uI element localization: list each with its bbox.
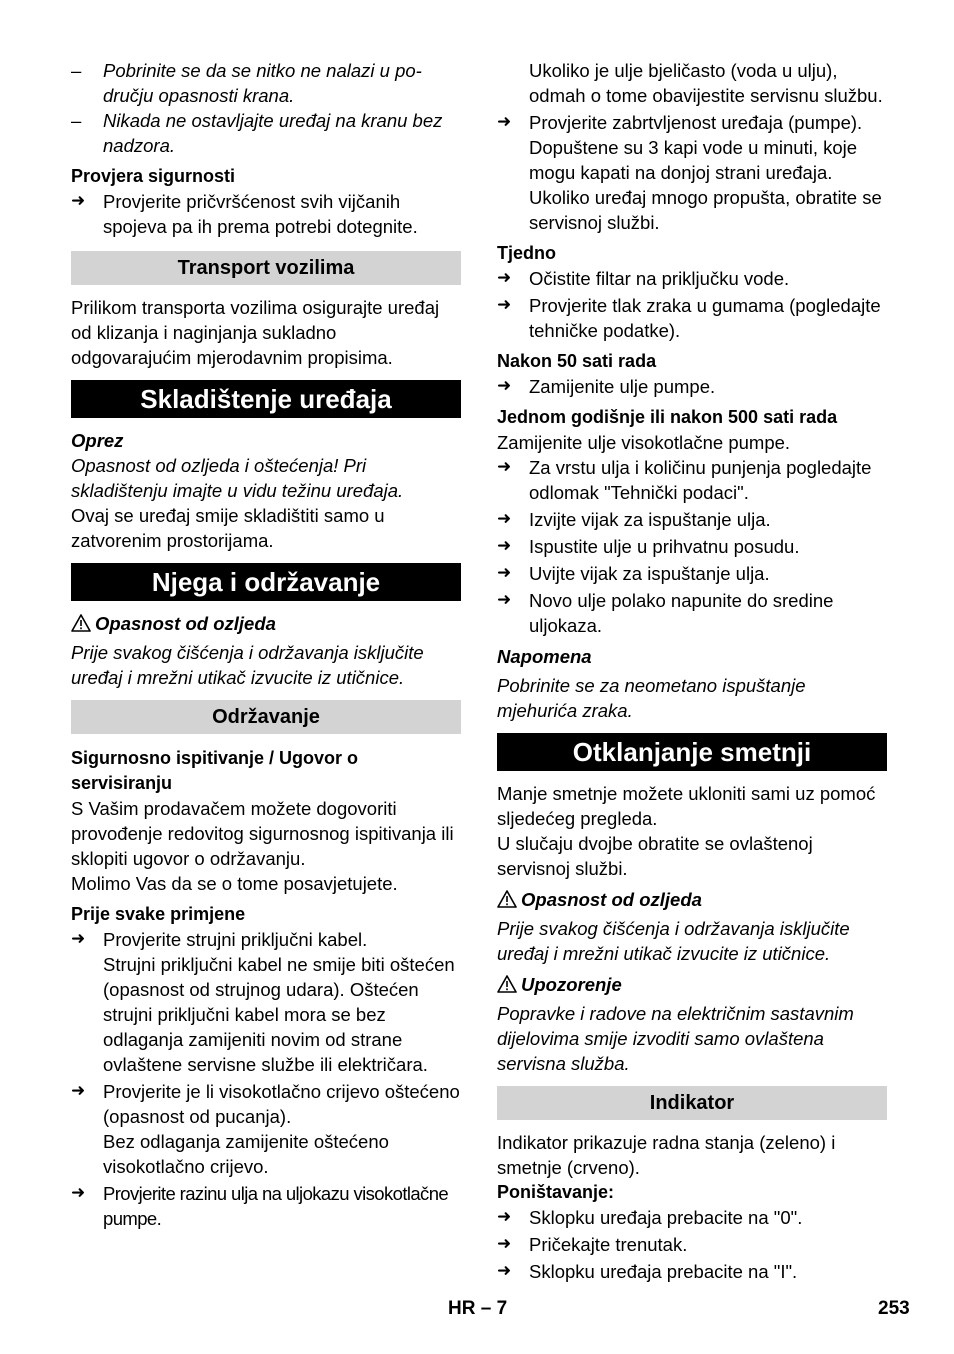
oil-note: Ukoliko je ulje bjeličasto (voda u ulju), odmah o tome obavijestite servisnu službu. [529, 60, 883, 106]
before-use-step-detail: Strujni priključni kabel ne smije biti oštećen (opasnost od strujnog udara). Oštećen strujni priključni kabel mora se bez odlaganja zamijeniti novim od strane ovlaštene servisne službe ili električara. [103, 954, 455, 1075]
yearly-step: ➜ Novo ulje polako napunite do sredine uljokaza. [497, 588, 887, 638]
yearly-step: ➜ Uvijte vijak za ispuštanje ulja. [497, 561, 887, 586]
yearly-step: ➜ Za vrstu ulja i količinu punjenja pogledajte odlomak "Tehnički podaci". [497, 455, 887, 505]
yearly-text: Zamijenite ulje visokotlačne pumpe. [497, 432, 791, 453]
before-use-step: ➜ Provjerite strujni priključni kabel. [71, 927, 461, 952]
transport-text: Prilikom transporta vozilima osigurajte uređaj od klizanja i naginjanja sukladno odgovarajućim mjerodavnim propisima. [71, 297, 440, 368]
care-section-bar: Njega i održavanje [71, 563, 461, 601]
weekly-step: ➜ Očistite filtar na priključku vode. [497, 266, 887, 291]
yearly-heading: Jednom godišnje ili nakon 500 sati rada [497, 407, 838, 427]
seal-check-detail: Dopuštene su 3 kapi vode u minuti, koje mogu kapati na donjoj strani uređaja. Ukoliko uređaj mnogo propušta, obratite se servisnoj službi. [529, 137, 882, 233]
warning-triangle-icon [71, 614, 91, 632]
caution-text: Opasnost od ozljeda i oštećenja! Pri skladištenju imajte u vidu težinu uređaja. [71, 455, 404, 501]
warning-triangle-icon [497, 975, 517, 993]
safety-check-heading: Provjera sigurnosti [71, 166, 236, 186]
reset-heading: Poništavanje: [497, 1182, 615, 1202]
before-use-step: ➜ Provjerite je li visokotlačno crijevo oštećeno (opasnost od pucanja). [71, 1079, 461, 1129]
warning-label: Upozorenje [521, 974, 622, 995]
left-column [71, 58, 461, 1231]
caution-label: Oprez [71, 430, 124, 451]
crane-list-item: – Nikada ne ostavljajte uređaj na kranu bez nadzora. [71, 108, 461, 158]
warning-heading [497, 972, 887, 997]
storage-text: Ovaj se uređaj smije skladištiti samo u zatvorenim prostorijama. [71, 505, 385, 551]
injury-text: Prije svakog čišćenja i održavanja isključite uređaj i mrežni utikač izvucite iz utičnice. [71, 642, 424, 688]
safety-check-step: ➜ Provjerite pričvršćenost svih vijčanih spojeva pa ih prema potrebi dotegnite. [71, 189, 461, 239]
injury-warning-heading [71, 611, 461, 636]
before-use-step: ➜ Provjerite razinu ulja na uljokazu visokotlačne pumpe. [71, 1181, 461, 1231]
reset-step: ➜ Pričekajte trenutak. [497, 1232, 887, 1257]
troubleshoot-section-bar: Otklanjanje smetnji [497, 733, 887, 771]
injury-label: Opasnost od ozljeda [95, 613, 276, 634]
maintenance-section-bar: Održavanje [71, 700, 461, 734]
crane-list-item: – Pobrinite se da se nitko ne nalazi u po-dručju opasnosti krana. [71, 58, 461, 108]
contract-heading: Sigurnosno ispitivanje / Ugovor o servisiranju [71, 748, 359, 793]
seal-check-step: ➜ Provjerite zabrtvljenost uređaja (pumpe). [497, 110, 887, 135]
before-use-heading: Prije svake primjene [71, 904, 246, 924]
note-text: Pobrinite se za neometano ispuštanje mjehurića zraka. [497, 675, 806, 721]
footer-section-label: HR – 7 [448, 1298, 508, 1319]
injury-warning-heading [497, 887, 887, 912]
weekly-heading: Tjedno [497, 243, 556, 263]
yearly-step: ➜ Izvijte vijak za ispuštanje ulja. [497, 507, 887, 532]
reset-step: ➜ Sklopku uređaja prebacite na "I". [497, 1259, 887, 1284]
contract-text: S Vašim prodavačem možete dogovoriti provođenje redovitog sigurnosnog ispitivanja ili sklopiti ugovor o održavanju. [71, 798, 454, 869]
note-label: Napomena [497, 646, 592, 667]
before-use-step-detail: Bez odlaganja zamijenite oštećeno visokotlačno crijevo. [103, 1131, 389, 1177]
warning-text: Popravke i radove na električnim sastavnim dijelovima smije izvoditi samo ovlaštena servisna služba. [497, 1003, 854, 1074]
after-50-hours-step: ➜ Zamijenite ulje pumpe. [497, 374, 887, 399]
troubleshoot-service-text: U slučaju dvojbe obratite se ovlaštenoj servisnoj službi. [497, 833, 813, 879]
page-number: 253 [878, 1298, 910, 1319]
warning-triangle-icon [497, 890, 517, 908]
injury-text: Prije svakog čišćenja i održavanja isključite uređaj i mrežni utikač izvucite iz utičnice. [497, 918, 850, 964]
yearly-step: ➜ Ispustite ulje u prihvatnu posudu. [497, 534, 887, 559]
weekly-step: ➜ Provjerite tlak zraka u gumama (pogledajte tehničke podatke). [497, 293, 887, 343]
right-column [497, 58, 887, 1284]
transport-section-bar: Transport vozilima [71, 251, 461, 285]
indicator-text: Indikator prikazuje radna stanja (zeleno) i smetnje (crveno). [497, 1132, 836, 1178]
contract-advice-text: Molimo Vas da se o tome posavjetujete. [71, 873, 398, 894]
reset-step: ➜ Sklopku uređaja prebacite na "0". [497, 1205, 887, 1230]
injury-label: Opasnost od ozljeda [521, 889, 702, 910]
troubleshoot-text: Manje smetnje možete ukloniti sami uz pomoć sljedećeg pregleda. [497, 783, 876, 829]
after-50-hours-heading: Nakon 50 sati rada [497, 351, 657, 371]
storage-section-bar: Skladištenje uređaja [71, 380, 461, 418]
indicator-section-bar: Indikator [497, 1086, 887, 1120]
